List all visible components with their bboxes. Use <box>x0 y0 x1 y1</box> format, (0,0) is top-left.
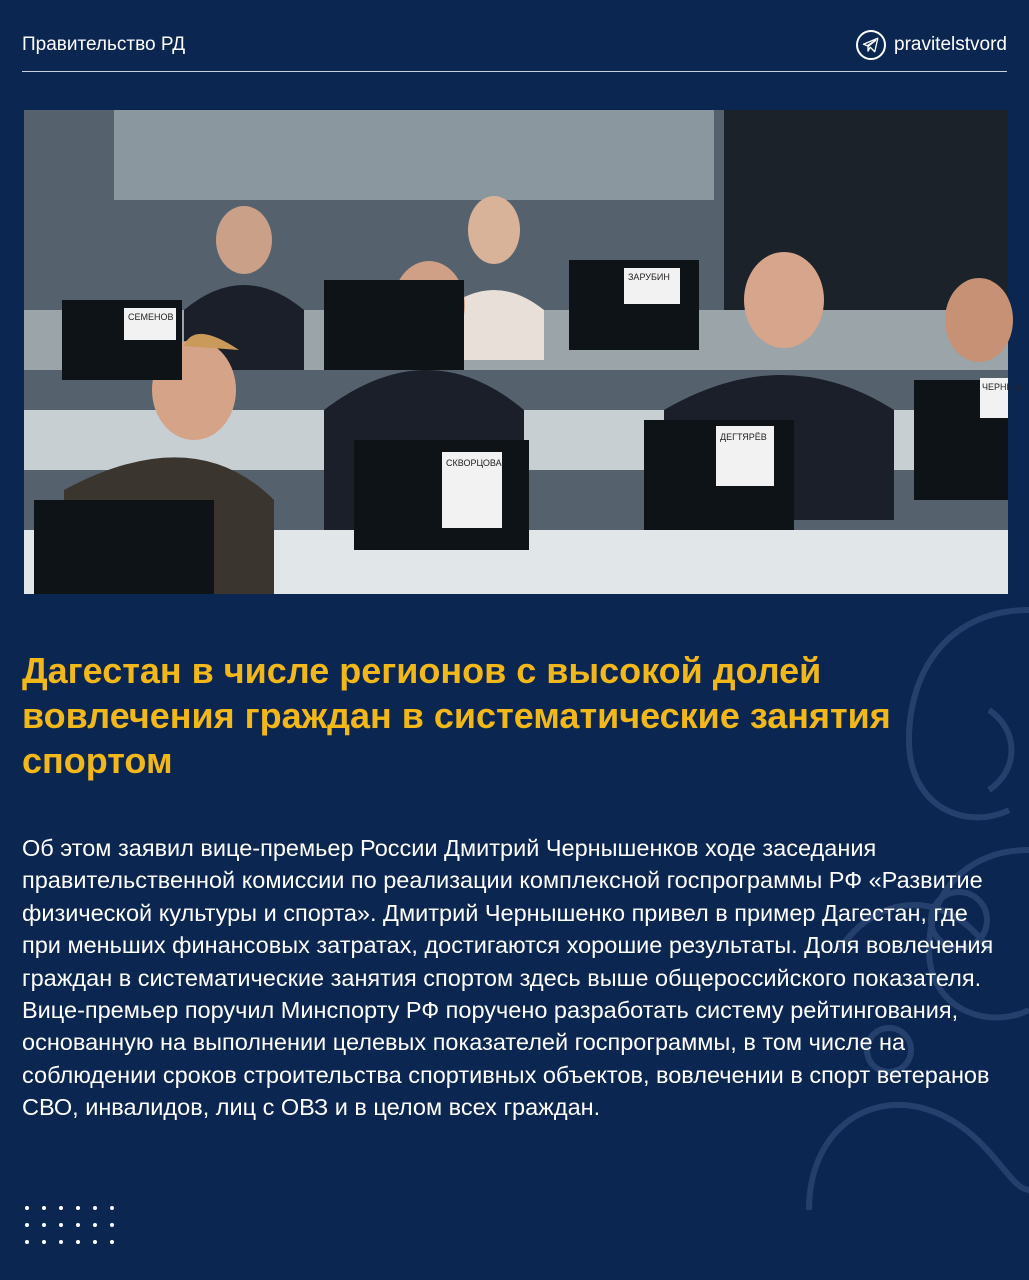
telegram-icon <box>856 30 886 60</box>
nameplate-5-label: ЧЕРНЫШ <box>982 382 1023 392</box>
channel-link[interactable] <box>856 30 1007 60</box>
meeting-photo <box>24 110 1023 594</box>
article-body: Об этом заявил вице-премьер России Дмитрий Чернышенков ходе заседания правительственной комиссии по реализации комплексной госпрограммы РФ «Развитие физической культуры и спорта». Дмитрий Чернышенко привел в пример Дагестан, где при меньших финансовых затратах, достигаются хорошие результаты. Доля вовлечения граждан в систематические занятия спортом здесь выше общероссийского показателя. Вице-премьер поручил Минспорту РФ поручено разработать систему рейтингования, основанную на выполнении целевых показателей госпрограммы, в том числе на соблюдении сроков строительства спортивных объектов, вовлечении в спорт ветеранов СВО, инвалидов, лиц с ОВЗ и в целом всех граждан. <box>22 835 994 1121</box>
nameplate-4-label: ДЕГТЯРЁВ <box>720 432 767 442</box>
nameplate-2-label: ЗАРУБИН <box>628 272 670 282</box>
header <box>22 26 1007 66</box>
header-divider <box>22 71 1007 72</box>
nameplate-1-label: СЕМЕНОВ <box>128 312 174 322</box>
headline: Дагестан в числе регионов с высокой долей вовлечения граждан в систематические занятия спортом <box>22 650 891 781</box>
dots-decoration <box>25 1206 125 1244</box>
brand-name: Правительство РД <box>22 34 186 55</box>
nameplate-3-label: СКВОРЦОВА <box>446 458 502 468</box>
channel-handle: pravitelstvord <box>894 34 1007 55</box>
